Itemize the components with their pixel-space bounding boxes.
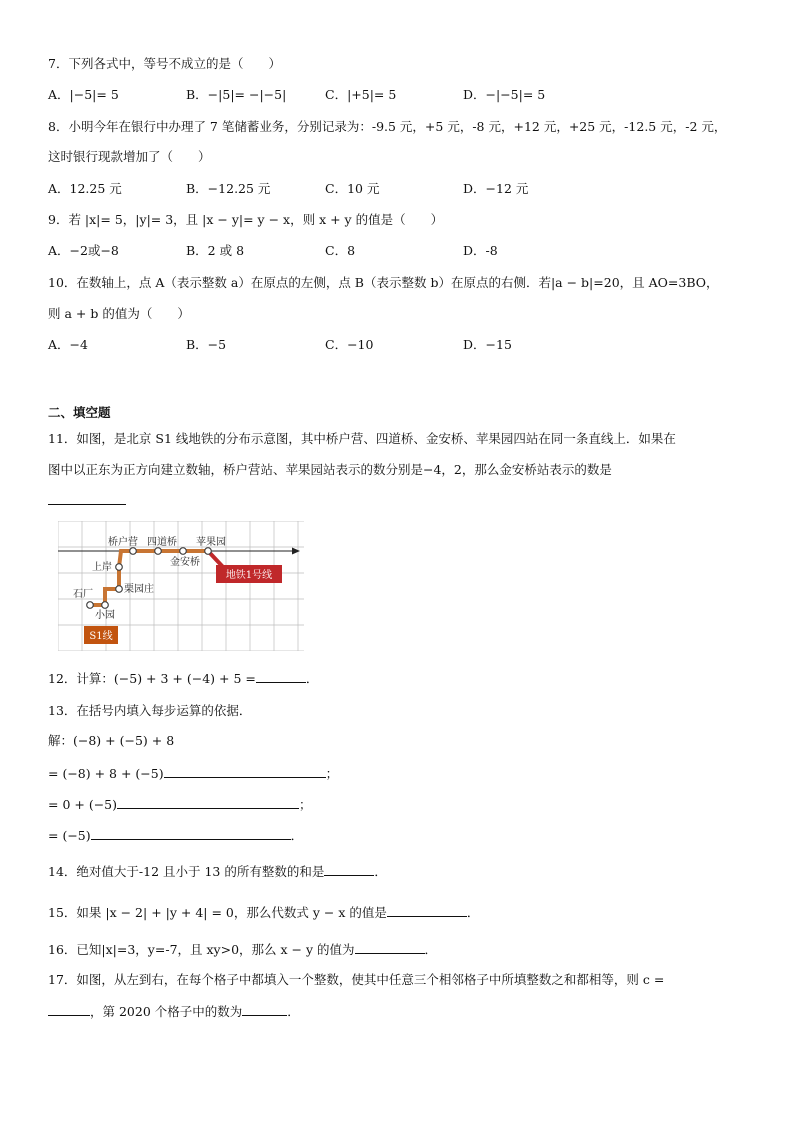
q12-line (48, 670, 318, 687)
label-shangan: 上岸 (92, 562, 112, 573)
q17-answer-blank[interactable] (242, 1003, 287, 1016)
q13-step-3 (48, 827, 303, 844)
q10-option-b: B．−5 (186, 337, 227, 352)
q14-tail: ． (374, 864, 387, 879)
q8-stem-2: 这时银行现款增加了（ ） (48, 149, 211, 164)
station-jinanqiao (180, 548, 187, 555)
q13-reason-blank-3[interactable] (91, 827, 291, 840)
q13-reason-blank-2[interactable] (117, 796, 299, 809)
axis-arrow-icon (292, 548, 300, 555)
station-shichang (87, 602, 94, 609)
q17-c-blank[interactable] (48, 1003, 90, 1016)
q13-step-2-expr: = 0 + (−5) (48, 797, 118, 812)
q12-tail: ． (305, 671, 319, 686)
station-pingguoyuan (205, 548, 212, 555)
q7-option-c: C．|+5|= 5 (325, 87, 397, 102)
s1-label: S1线 (89, 631, 113, 642)
q10-option-c: C．−10 (325, 337, 374, 352)
q13-step-2-semi: ； (299, 797, 312, 812)
q17-tail: ． (287, 1004, 300, 1019)
q9-option-d: D．-8 (463, 243, 498, 258)
subway-map (58, 521, 304, 651)
q8-option-c: C．10 元 (325, 181, 380, 196)
q11-stem-2: 图中以正东为正方向建立数轴，桥户营站、苹果园站表示的数分别是−4，2，那么金安桥站表示的数是 (48, 462, 612, 477)
line1-label: 地铁1号线 (225, 570, 273, 581)
q9-stem: 9．若 |x|= 5，|y|= 3，且 |x − y|= y − x，则 x + y 的值是（ ） (48, 212, 444, 227)
q11-answer-blank[interactable] (48, 492, 126, 505)
label-qiaohuying: 桥户营 (108, 537, 138, 548)
q14-line (48, 863, 387, 880)
q17-line-2 (48, 1003, 300, 1020)
q11-answer-line (48, 492, 126, 509)
q10-option-d: D．−15 (463, 337, 512, 352)
q15-line (48, 904, 479, 921)
q17-mid: ，第 2020 个格子中的数为 (90, 1004, 243, 1019)
q13-step-3-end: ． (290, 828, 304, 843)
q9-option-a: A．−2或−8 (48, 243, 119, 258)
q13-step-1 (48, 765, 338, 782)
q14-answer-blank[interactable] (324, 863, 374, 876)
q15-answer-blank[interactable] (387, 904, 467, 917)
q16-tail: ． (424, 942, 438, 957)
q13-step-3-expr: = (−5) (48, 828, 91, 843)
station-liyuanzhuang (116, 586, 123, 593)
q12-answer-blank[interactable] (256, 670, 306, 683)
label-jinanqiao: 金安桥 (170, 557, 200, 568)
q9-option-c: C．8 (325, 243, 356, 258)
q13-stem: 13．在括号内填入每步运算的依据． (48, 703, 252, 718)
q10-stem-2: 则 a + b 的值为（ ） (48, 306, 190, 321)
q8-option-d: D．−12 元 (463, 181, 529, 196)
q8-stem: 8．小明今年在银行中办理了 7 笔储蓄业务，分别记录为：-9.5 元，+5 元，-8 元，+12 元，+25 元，-12.5 元，-2 元， (48, 119, 727, 134)
label-pingguoyuan: 苹果园 (196, 537, 226, 548)
q17-stem: 17．如图，从左到右，在每个格子中都填入一个整数，使其中任意三个相邻格子中所填整数之和都相等，则 c = (48, 972, 665, 987)
q10-option-a: A．−4 (48, 337, 88, 352)
q7-option-a: A．|−5|= 5 (48, 87, 119, 102)
q14-stem: 14．绝对值大于-12 且小于 13 的所有整数的和是 (48, 864, 325, 879)
q16-answer-blank[interactable] (355, 941, 425, 954)
section-heading-fill-in: 二、填空题 (48, 405, 111, 420)
q8-option-b: B．−12.25 元 (186, 181, 271, 196)
station-shangan (116, 564, 123, 571)
q16-line (48, 941, 437, 958)
q9-option-b: B．2 或 8 (186, 243, 245, 258)
q11-stem: 11．如图，是北京 S1 线地铁的分布示意图，其中桥户营、四道桥、金安桥、苹果园四站在同一条直线上．如果在 (48, 431, 676, 446)
station-qiaohuying (130, 548, 137, 555)
label-shichang: 石厂 (73, 589, 93, 600)
label-sidaoqiao: 四道桥 (147, 537, 177, 548)
q16-stem: 16．已知|x|=3，y=-7，且 xy>0，那么 x − y 的值为 (48, 942, 355, 957)
q8-option-a: A．12.25 元 (48, 181, 122, 196)
q13-reason-blank-1[interactable] (164, 765, 326, 778)
q7-stem: 7．下列各式中，等号不成立的是（ ） (48, 56, 281, 71)
q13-step-0: 解：(−8) + (−5) + 8 (48, 733, 175, 748)
q15-tail: ． (466, 905, 480, 920)
station-xiaoyuan (102, 602, 109, 609)
q7-option-b: B．−|5|= −|−5| (186, 87, 287, 102)
q7-option-d: D．−|−5|= 5 (463, 87, 546, 102)
q12-stem: 12．计算：(−5) + 3 + (−4) + 5 = (48, 671, 256, 686)
q13-step-2 (48, 796, 312, 813)
q10-stem: 10．在数轴上，点 A（表示整数 a）在原点的左侧，点 B（表示整数 b）在原点的右侧．若|a − b|=20，且 AO=3BO， (48, 275, 719, 290)
q13-step-1-expr: = (−8) + 8 + (−5) (48, 766, 164, 781)
station-sidaoqiao (155, 548, 162, 555)
label-liyuanzhuang: 栗园庄 (124, 584, 154, 595)
q13-step-1-semi: ； (325, 766, 339, 781)
label-xiaoyuan: 小园 (95, 610, 115, 621)
q15-stem: 15．如果 |x − 2| + |y + 4| = 0，那么代数式 y − x 的值是 (48, 905, 387, 920)
